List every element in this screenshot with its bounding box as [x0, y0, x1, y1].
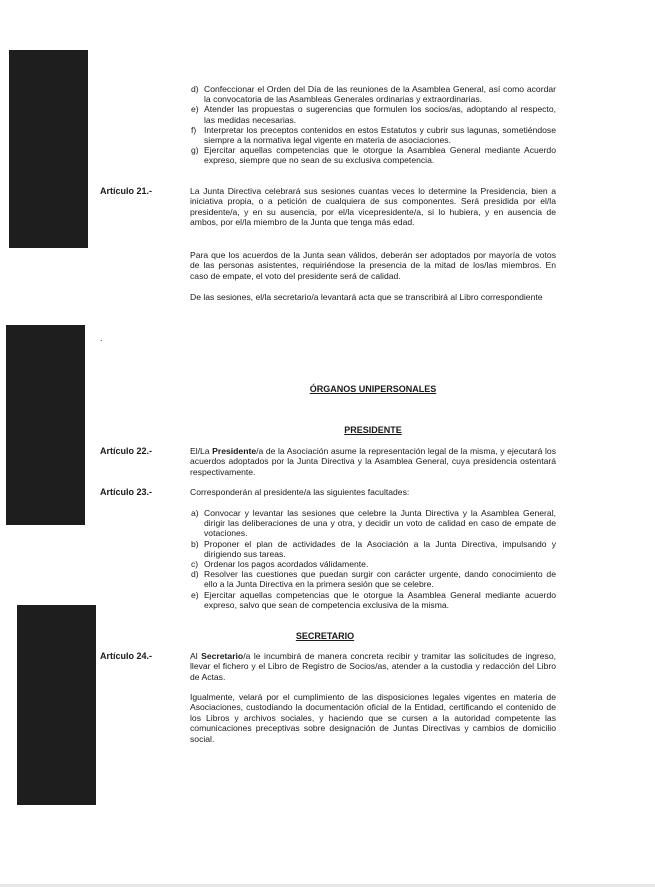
list-item-text: Proponer el plan de actividades de la Asociación a la Junta Directiva, impulsando y dirigiendo sus tareas. — [204, 538, 556, 559]
article-24-bold-term: Secretario — [201, 651, 244, 661]
list-item — [191, 569, 556, 589]
article-24-paragraph-1 — [190, 651, 556, 682]
article-24-text-pre: Al — [190, 651, 202, 661]
list-item — [191, 508, 556, 539]
list-item-text: Resolver las cuestiones que puedan surgir con carácter urgente, dando conocimiento de ello a la Junta Directiva en la primera sesión que se celebre. — [204, 569, 556, 590]
list-item-text: Atender las propuestas o sugerencias que formulen los socios/as, adoptando al respecto, las medidas necesarias. — [204, 104, 556, 125]
article-21-label: Artículo 21.- — [100, 186, 153, 196]
article-22-text-post: /a de la Asociación asume la representación legal de la misma, y ejecutará los acuerdos adoptados por la Junta Directiva y la Asamblea General, cuya presidencia ostentará respectivamente. — [190, 446, 556, 477]
secretario-heading: SECRETARIO — [295, 631, 355, 641]
list-marker: f) — [191, 124, 197, 135]
list-item-text: Convocar y levantar las sesiones que celebre la Junta Directiva y la Asamblea General, dirigir las deliberaciones de una y otra, y decidir un voto de calidad en caso de empate de votaciones. — [204, 508, 556, 539]
list-item-text: Ejercitar aquellas competencias que le otorgue la Asamblea General mediante Acuerdo expreso, siempre que no sean de su exclusiva competencia. — [204, 145, 556, 166]
list-item — [191, 84, 556, 104]
redaction-block-middle — [6, 325, 85, 525]
list-item — [191, 559, 556, 569]
list-marker: e) — [191, 104, 199, 115]
redaction-block-bottom — [17, 605, 96, 805]
stray-mark: . — [100, 333, 103, 343]
presidente-faculties-list — [191, 508, 556, 610]
article-23-label: Artículo 23.- — [100, 487, 153, 497]
list-item — [191, 104, 556, 124]
article-22-label: Artículo 22.- — [100, 446, 153, 456]
list-item-text: Ordenar los pagos acordados válidamente. — [204, 559, 369, 570]
presidente-heading: PRESIDENTE — [344, 425, 402, 435]
list-marker: a) — [191, 508, 199, 518]
list-item — [191, 125, 556, 145]
article-24-text-post: /a le incumbirá de manera concreta recibir y tramitar las solicitudes de ingreso, llevar el fichero y el Libro de Registro de Socios/as, atender a la custodia y redacción del Libro de Actas. — [190, 651, 556, 682]
article-24-label: Artículo 24.- — [100, 651, 153, 661]
list-marker: d) — [191, 84, 199, 94]
section-title: ÓRGANOS UNIPERSONALES — [309, 384, 437, 394]
article-23-intro: Corresponderán al presidente/a las siguientes facultades: — [190, 487, 410, 497]
junta-faculties-list — [191, 84, 556, 166]
list-item-text: Interpretar los preceptos contenidos en estos Estatutos y cubrir sus lagunas, sometiéndose siempre a la normativa legal vigente en materia de asociaciones. — [204, 124, 556, 146]
list-item-text: Confeccionar el Orden del Día de las reuniones de la Asamblea General, así como acordar la convocatoria de las Asambleas Generales ordinarias y extraordinarias. — [204, 84, 556, 105]
list-marker: b) — [191, 538, 199, 549]
article-22-text-pre: El/La — [190, 446, 213, 456]
article-21-paragraph-1: La Junta Directiva celebrará sus sesiones cuantas veces lo determine la Presidencia, bien a iniciativa propia, o a petición de cualquiera de sus componentes. Será presidida por el/la presidente/a, y en su ausencia, por el/la vicepresidente/a, si lo hubiera, y en ausencia de ambos, por el/la miembro de la Junta que tenga más edad. — [190, 186, 556, 228]
list-item — [191, 590, 556, 610]
list-item — [191, 539, 556, 559]
article-22-bold-term: Presidente — [212, 446, 257, 456]
article-21-paragraph-3: De las sesiones, el/la secretario/a levantará acta que se transcribirá al Libro correspondiente — [190, 292, 543, 302]
list-item-text: Ejercitar aquellas competencias que le otorgue la Asamblea General mediante acuerdo expreso, salvo que sean de competencia exclusiva de la misma. — [204, 589, 556, 610]
redaction-block-top — [9, 50, 88, 248]
list-marker: c) — [191, 559, 199, 570]
list-marker: e) — [191, 589, 199, 600]
list-marker: g) — [191, 145, 199, 156]
article-21-paragraph-2: Para que los acuerdos de la Junta sean válidos, deberán ser adoptados por mayoría de votos de las personas asistentes, requiriéndose la presencia de la mitad de los/las miembros. En caso de empate, el voto del presidente será de calidad. — [190, 250, 556, 281]
article-24-paragraph-2: Igualmente, velará por el cumplimiento de las disposiciones legales vigentes en materia de Asociaciones, custodiando la documentación oficial de la Entidad, certificando el contenido de los Libros y archivos sociales, y haciendo que se cursen a la autoridad competente las comunicaciones preceptivas sobre designación de Juntas Directivas y cambios de domicilio social. — [190, 692, 556, 744]
list-marker: d) — [191, 569, 199, 580]
article-22-paragraph — [190, 446, 556, 477]
list-item — [191, 145, 556, 165]
